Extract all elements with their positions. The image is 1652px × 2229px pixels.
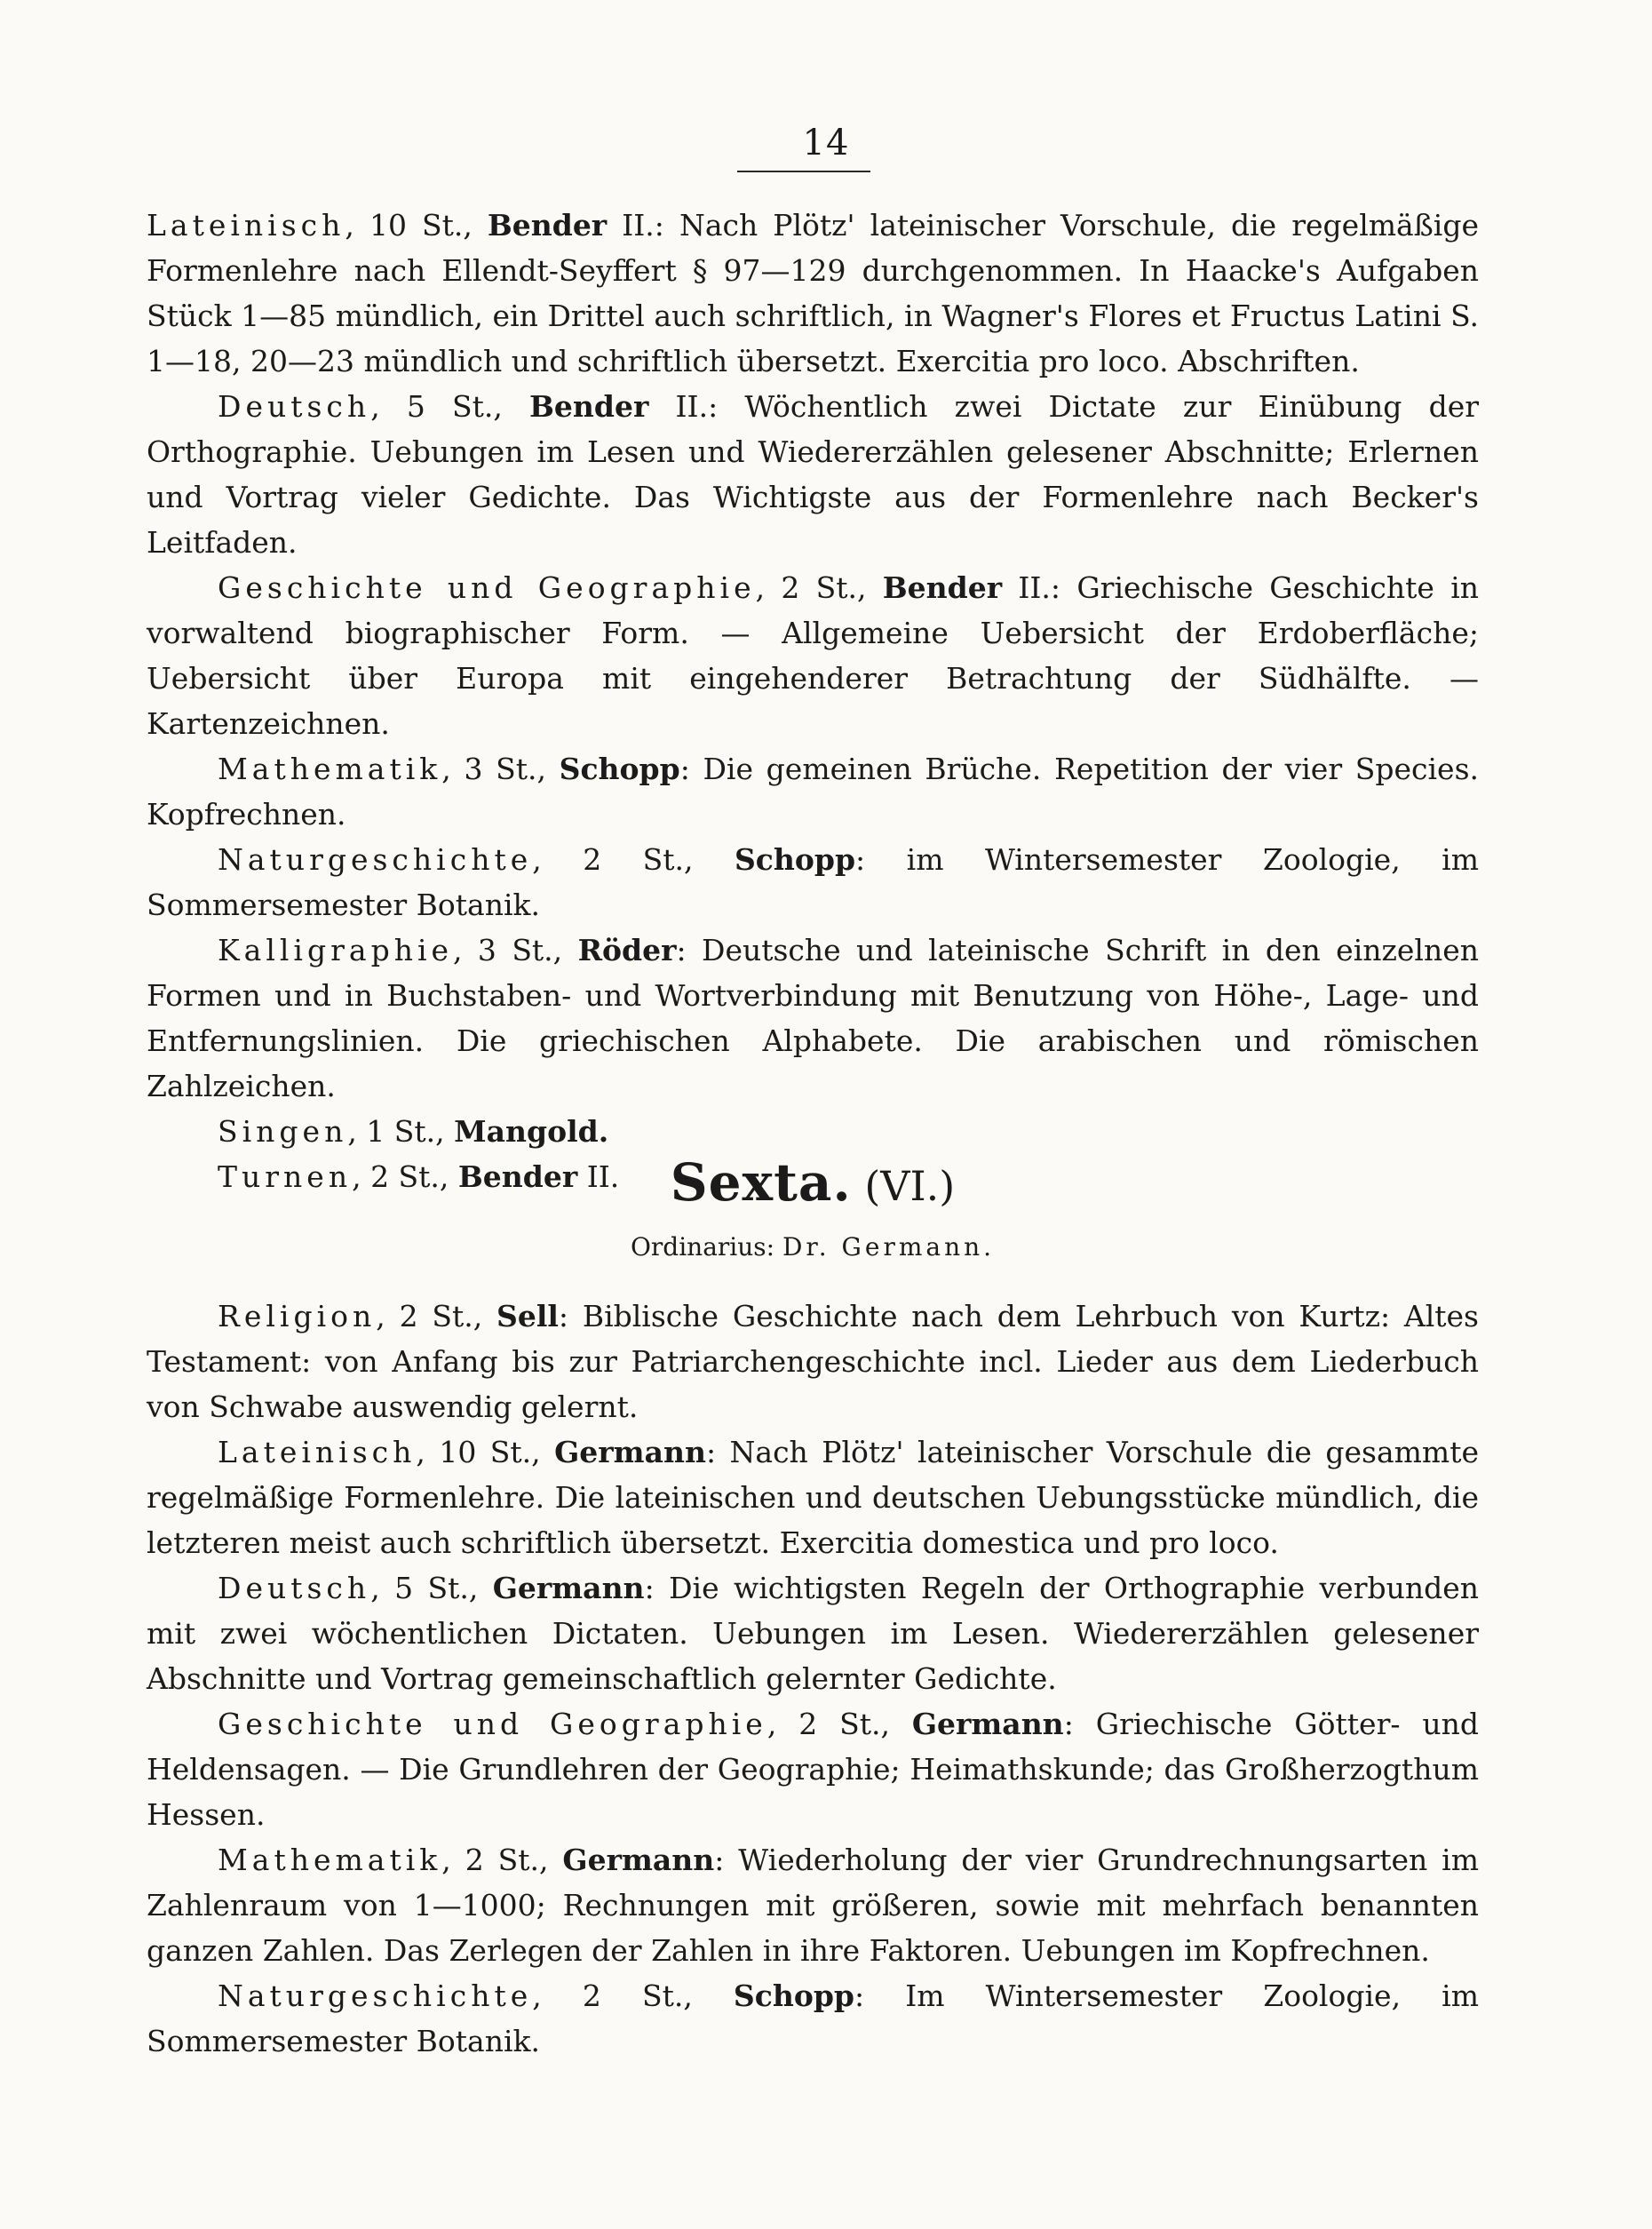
teacher-name: Bender: [882, 570, 1003, 605]
hours: 10 St.,: [369, 208, 488, 243]
paragraph-kalligraphie: [147, 927, 1479, 1109]
separator: ,: [416, 1435, 440, 1469]
teacher-suffix: II.: [648, 389, 709, 424]
page-number: 14: [802, 123, 850, 163]
paragraph-text: Nach Plötz' lateinischer Vorschule, die regelmäßige Formenlehre nach Ellendt-Seyffert § 97—129 durchgenommen. In Haacke's Aufgaben Stück 1—85 mündlich, ein Drittel auch schriftlich, in Wagner's Flores et Fructus Latini S. 1—18, 20—23 mündlich und schriftlich übersetzt. Exercitia pro loco. Abschriften.: [147, 208, 1479, 378]
paragraph-text: im Wintersemester Zoologie, im Sommersemester Botanik.: [147, 842, 1479, 922]
hours: 1 St.,: [366, 1114, 455, 1149]
colon: :: [855, 842, 907, 877]
teacher-name: Bender: [487, 208, 608, 243]
paragraph-geschichte: [147, 565, 1479, 746]
teacher-name: Mangold.: [454, 1114, 609, 1149]
subject-name: Naturgeschichte: [218, 1978, 533, 2013]
hours: 2 St.,: [583, 842, 735, 877]
teacher-name: Schopp: [733, 1978, 854, 2013]
section-title-text: Sexta.: [670, 1152, 852, 1213]
separator: ,: [755, 570, 782, 605]
separator: ,: [370, 389, 407, 424]
colon: :: [854, 1978, 906, 2013]
separator: ,: [766, 1707, 799, 1741]
section-title: [147, 1142, 1479, 1226]
hours: 2 St.,: [798, 1707, 912, 1741]
paragraph-naturgeschichte: [147, 837, 1479, 927]
paragraph-lateinisch: [147, 203, 1479, 384]
hours: 2 St.,: [465, 1843, 563, 1877]
separator: ,: [376, 1299, 400, 1333]
paragraph-text: Im Wintersemester Zoologie, im Sommersemester Botanik.: [147, 1978, 1480, 2058]
separator: ,: [453, 933, 478, 967]
page-number-rule: [737, 171, 870, 172]
hours: 10 St.,: [439, 1435, 555, 1469]
separator: ,: [441, 1843, 465, 1877]
colon: :: [708, 389, 745, 424]
hours: 5 St.,: [394, 1571, 493, 1605]
teacher-name: Bender: [529, 389, 649, 424]
teacher-name: Germann: [554, 1435, 706, 1469]
paragraph-mathematik: [147, 1837, 1479, 1973]
hours: 2 St.,: [399, 1299, 496, 1333]
teacher-name: Röder: [577, 933, 677, 967]
paragraph-mathematik: [147, 746, 1479, 837]
hours: 2 St.,: [582, 1978, 734, 2013]
colon: :: [558, 1299, 583, 1333]
teacher-suffix: II.: [577, 1159, 620, 1194]
paragraph-text: Wiederholung der vier Grundrechnungsarten im Zahlenraum von 1—1000; Rechnungen mit größeren, sowie mit mehrfach benannten ganzen Zahlen. Das Zerlegen der Zahlen in ihre Faktoren. Uebungen im Kopfrechnen.: [147, 1843, 1480, 1968]
subject-name: Singen: [218, 1114, 348, 1149]
teacher-suffix: II.: [1002, 570, 1051, 605]
paragraph-naturgeschichte: [147, 1973, 1479, 2064]
hours: 3 St.,: [477, 933, 578, 967]
subject-name: Kalligraphie: [218, 933, 454, 967]
paragraph-text: Griechische Geschichte in vorwaltend biographischer Form. — Allgemeine Uebersicht der Erdoberfläche; Uebersicht über Europa mit eingehenderer Betrachtung der Südhälfte. — Kartenzeichnen.: [147, 570, 1480, 741]
subject-name: Geschichte und Geographie: [218, 570, 756, 605]
subject-name: Mathematik: [218, 1843, 442, 1877]
separator: ,: [352, 1159, 371, 1194]
subject-name: Religion: [218, 1299, 377, 1333]
curriculum-before: [147, 203, 1479, 1199]
ordinarius-name: Dr. Germann.: [782, 1232, 996, 1262]
section-roman-numeral: (VI.): [851, 1162, 956, 1210]
subject-name: Lateinisch: [218, 1435, 417, 1469]
separator: ,: [441, 752, 465, 786]
paragraph-lateinisch: [147, 1429, 1479, 1565]
colon: :: [1050, 570, 1077, 605]
hours: 2 St.,: [370, 1159, 458, 1194]
ordinarius-label: Ordinarius:: [630, 1232, 782, 1262]
paragraph-text: Die gemeinen Brüche. Repetition der vier Species. Kopfrechnen.: [147, 752, 1480, 832]
paragraph-religion: [147, 1294, 1479, 1429]
colon: :: [644, 1571, 670, 1605]
teacher-name: Bender: [457, 1159, 578, 1194]
separator: ,: [532, 1978, 583, 2013]
paragraph-text: Nach Plötz' lateinischer Vorschule die gesammte regelmäßige Formenlehre. Die lateinischen und deutschen Uebungsstücke mündlich, die letzteren meist auch schriftlich übersetzt. Exercitia domestica und pro loco.: [147, 1435, 1480, 1560]
teacher-name: Germann: [911, 1707, 1064, 1741]
colon: :: [714, 1843, 739, 1877]
separator: ,: [345, 208, 369, 243]
ordinarius-line: [147, 1228, 1479, 1267]
paragraph-text: Deutsche und lateinische Schrift in den einzelnen Formen und in Buchstaben- und Wortverbindung mit Benutzung von Höhe-, Lage- und Entfernungslinien. Die griechischen Alphabete. Die arabischen und römischen Zahlzeichen.: [147, 933, 1480, 1103]
teacher-name: Schopp: [559, 752, 680, 786]
paragraph-deutsch: [147, 1565, 1479, 1701]
colon: :: [679, 752, 703, 786]
paragraph-text: Biblische Geschichte nach dem Lehrbuch von Kurtz: Altes Testament: von Anfang bis zur Patriarchengeschichte incl. Lieder aus dem Liederbuch von Schwabe auswendig gelernt.: [147, 1299, 1479, 1424]
paragraph-text: Griechische Götter- und Heldensagen. — Die Grundlehren der Geographie; Heimathskunde; das Großherzogthum Hessen.: [147, 1707, 1480, 1832]
subject-name: Deutsch: [218, 1571, 371, 1605]
teacher-name: Germann: [492, 1571, 645, 1605]
hours: 2 St.,: [781, 570, 883, 605]
subject-name: Lateinisch: [147, 208, 345, 243]
colon: :: [705, 1435, 730, 1469]
hours: 5 St.,: [406, 389, 530, 424]
teacher-name: Sell: [496, 1299, 559, 1333]
colon: :: [676, 933, 702, 967]
paragraph-text: Die wichtigsten Regeln der Orthographie verbunden mit zwei wöchentlichen Dictaten. Uebungen im Lesen. Wiedererzählen gelesener Abschnitte und Vortrag gemeinschaftlich gelernter Gedichte.: [147, 1571, 1480, 1696]
paragraph-text: Wöchentlich zwei Dictate zur Einübung der Orthographie. Uebungen im Lesen und Wiedererzählen gelesener Abschnitte; Erlernen und Vortrag vieler Gedichte. Das Wichtigste aus der Formenlehre nach Becker's Leitfaden.: [147, 389, 1479, 560]
paragraph-geschichte: [147, 1701, 1479, 1837]
colon: :: [654, 208, 679, 243]
paragraph-deutsch: [147, 384, 1479, 565]
teacher-name: Germann: [562, 1843, 715, 1877]
colon: :: [1063, 1707, 1096, 1741]
subject-name: Geschichte und Geographie: [218, 1707, 767, 1741]
hours: 3 St.,: [464, 752, 560, 786]
subject-name: Turnen: [218, 1159, 353, 1194]
subject-name: Mathematik: [218, 752, 442, 786]
teacher-suffix: II.: [607, 208, 655, 243]
subject-name: Deutsch: [218, 389, 371, 424]
section-sexta: [147, 1142, 1479, 2064]
separator: ,: [347, 1114, 367, 1149]
separator: ,: [532, 842, 584, 877]
teacher-name: Schopp: [734, 842, 856, 877]
subject-name: Naturgeschichte: [218, 842, 533, 877]
separator: ,: [370, 1571, 395, 1605]
